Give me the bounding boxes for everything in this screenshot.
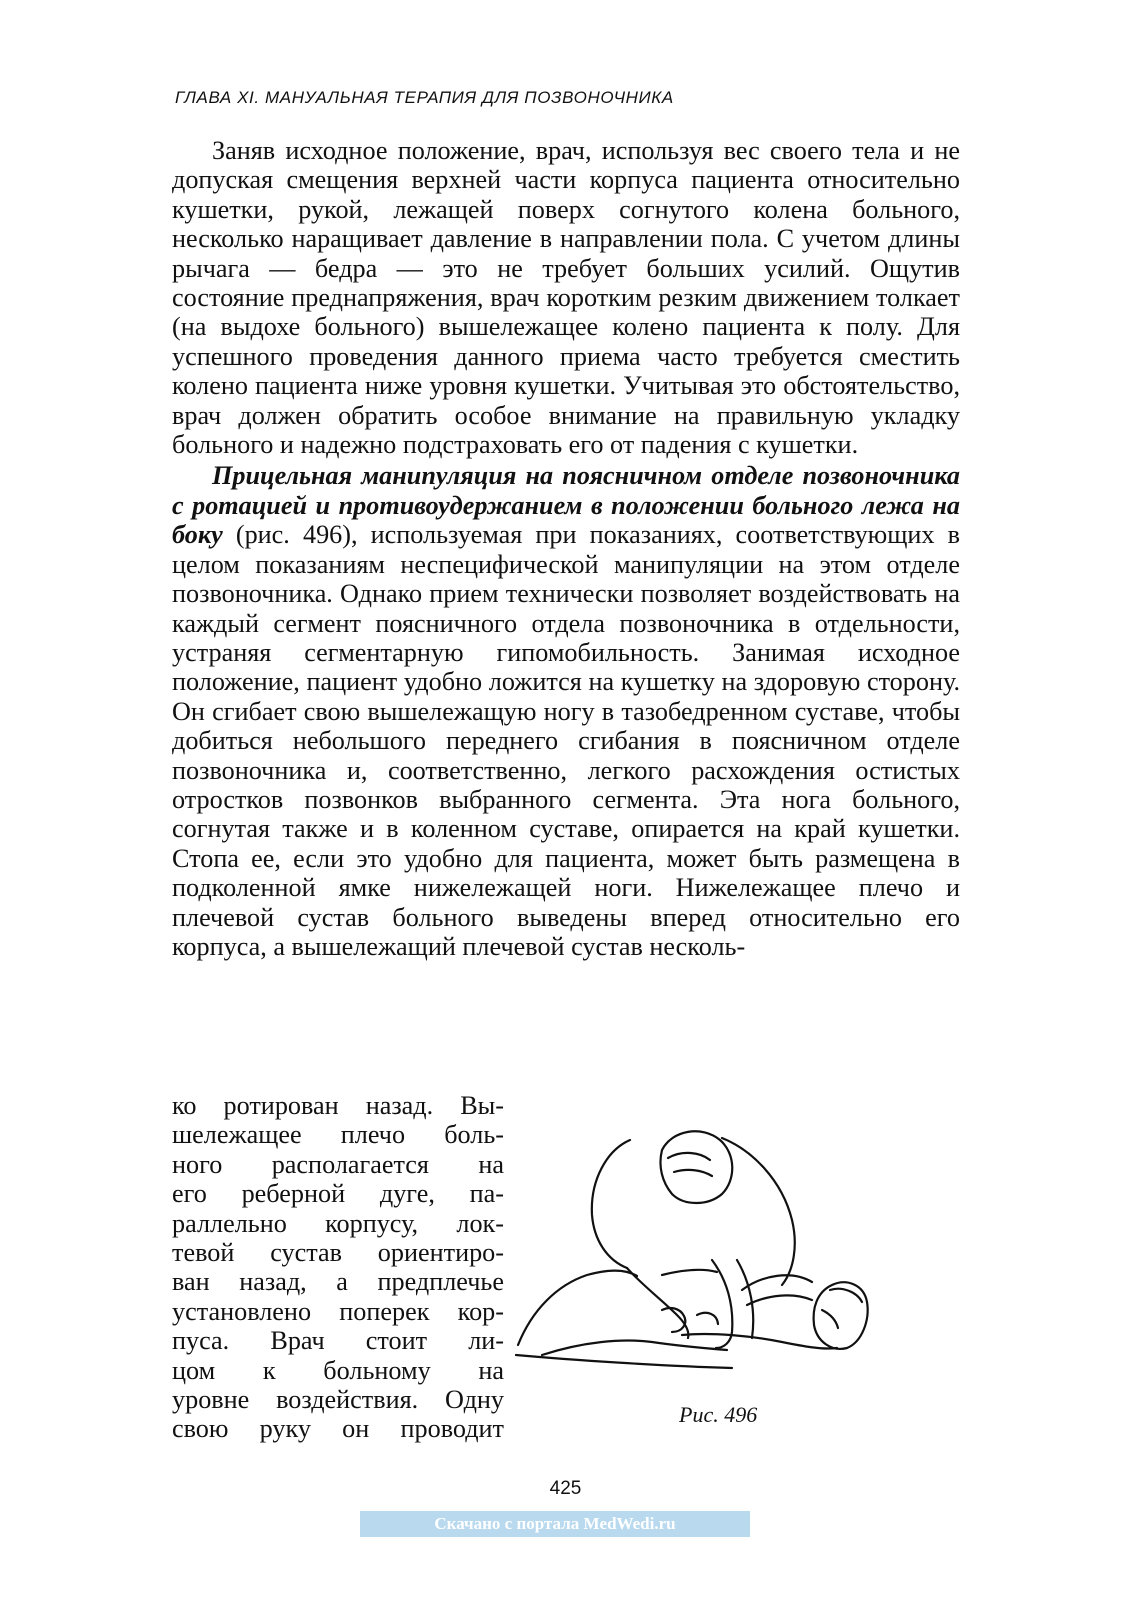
patient-hip (542, 1341, 727, 1355)
page-number: 425 (549, 1478, 582, 1499)
column-line: его реберной дуге, па- (172, 1179, 504, 1209)
column-line: установлено поперек кор- (172, 1296, 504, 1326)
column-line: ван назад, а предплечье (172, 1267, 504, 1297)
column-line: ко ротирован назад. Вы- (172, 1091, 504, 1120)
running-head: ГЛАВА XI. МАНУАЛЬНАЯ ТЕРАПИЯ ДЛЯ ПОЗВОНОЧНИКА (175, 88, 674, 107)
doctor-back (592, 1140, 630, 1268)
column-line: уровне воздействия. Одну (172, 1384, 504, 1414)
paragraph-2-text: (рис. 496), используемая при показаниях, соответствующих в целом показаниям неспецифической манипуляции на этом отделе позвоночника. Однако прием технически позволяет воздействовать на каждый сегмент поясничного отдела позвоночника в отдельности, устраняя сегментарную гипомобильность. Занимая исходное положение, пациент удобно ложится на кушетку на здоровую сторону. Он сгибает свою вышележащую ногу в тазобедренном суставе, чтобы добиться небольшого переднего сгибания в поясничном отделе позвоночника и, соответственно, легкого расхождения остистых отростков позвонков выбранного сегмента. Эта нога больного, согнутая также и в коленном суставе, опирается на край кушетки. Стопа ее, если это удобно для пациента, может быть размещена в подколенной ямке нижележащей ноги. Нижележащее плечо и плечевой сустав больного выведены вперед относительно его корпуса, а вышележащий плечевой сустав несколь- (172, 520, 960, 961)
couch-line (516, 1355, 732, 1368)
patient-head (814, 1282, 868, 1349)
manipulation-illustration (512, 1110, 872, 1400)
column-line: шележащее плечо боль- (172, 1120, 504, 1150)
doctor-head (660, 1131, 732, 1203)
column-line: свою руку он проводит (172, 1414, 504, 1444)
figure-caption: Рис. 496 (679, 1402, 758, 1427)
paragraph-2 (172, 461, 960, 961)
wrapped-text-column (172, 1091, 504, 1444)
column-line: цом к больному на (172, 1355, 504, 1385)
paragraph-1: Заняв исходное положение, врач, используя вес своего тела и не допуская смещения верхней части корпуса пациента относительно кушетки, рукой, лежащей поверх согнутого колена больного, несколько наращивает давление в направлении пола. С учетом длины рычага — бедра — это не требует больших усилий. Ощутив состояние преднапряжения, врач коротким резким движением толкает (на выдохе больного) вышележащее колено пациента к полу. Для успешного проведения данного приема часто требуется сместить колено пациента ниже уровня кушетки. Учитывая это обстоятельство, врач должен обратить особое внимание на правильную укладку больного и надежно подстраховать его от падения с кушетки. (172, 136, 960, 460)
body-text (172, 136, 960, 961)
watermark-banner: Скачано с портала MedWedi.ru (360, 1511, 750, 1537)
column-line: тевой сустав ориентиро- (172, 1237, 504, 1267)
column-line: пуса. Врач стоит ли- (172, 1326, 504, 1356)
column-line: ного располагается на (172, 1149, 504, 1179)
column-line: раллельно корпусу, лок- (172, 1208, 504, 1238)
patient-back (518, 1271, 637, 1345)
paragraph-2-lead: Прицельная манипуляция на поясничном отделе позвоночника с ротацией и противоудержанием в положении больного лежа на боку (172, 461, 960, 550)
